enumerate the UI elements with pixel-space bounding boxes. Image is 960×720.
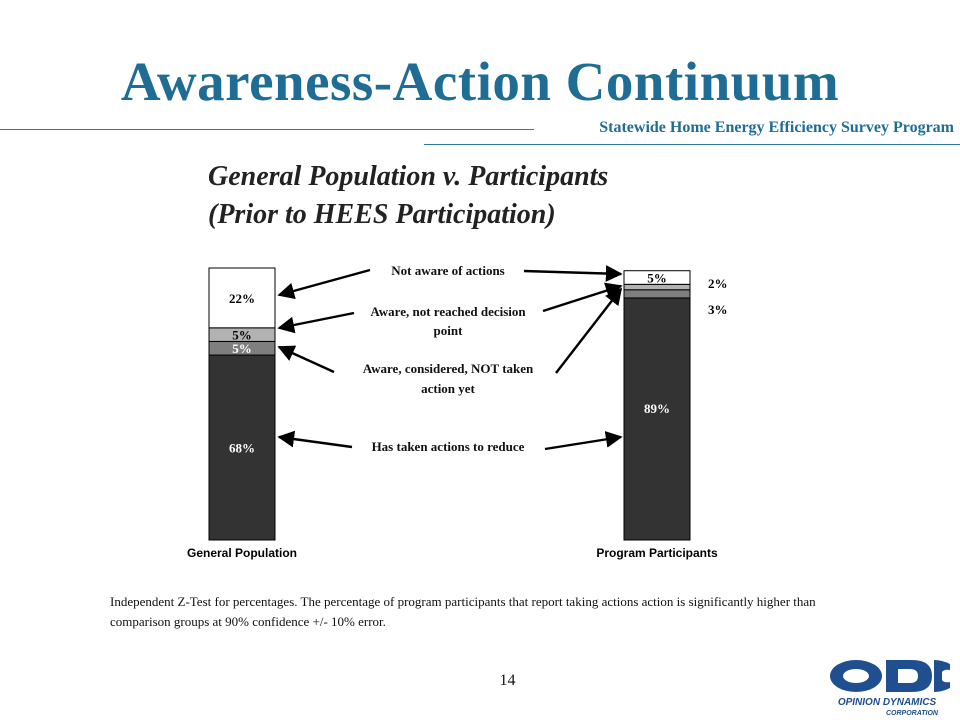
annotation-arrow [279, 437, 352, 447]
data-label: 5% [232, 327, 252, 343]
subtitle-line-2: (Prior to HEES Participation) [208, 199, 556, 230]
page-number: 14 [499, 672, 516, 689]
category-label: Program Participants [596, 546, 718, 560]
data-label: 3% [708, 302, 728, 317]
footnote: Independent Z-Test for percentages. The percentage of program participants that report taking actions action is significantly higher than comparison groups at 90% confidence +/- 10% error. [110, 594, 816, 629]
data-label: 89% [644, 400, 670, 416]
annotation-label: Not aware of actions [391, 263, 505, 278]
annotation-arrow [556, 289, 621, 373]
logo-caption-1: OPINION DYNAMICS [837, 697, 937, 708]
data-label: 2% [708, 276, 728, 291]
odc-logo [822, 652, 952, 718]
bar-segment [624, 290, 690, 298]
annotation-label: Has taken actions to reduce [371, 439, 525, 454]
program-tagline: Statewide Home Energy Efficiency Survey Program [599, 119, 954, 136]
annotation-arrow [543, 286, 621, 311]
subtitle-line-1: General Population v. Participants [208, 161, 609, 192]
data-label: 68% [229, 440, 255, 456]
data-label: 5% [232, 341, 252, 357]
annotation-arrow [279, 313, 354, 328]
odc-logo-mark [830, 660, 950, 692]
annotation-label: Aware, not reached decision [370, 304, 526, 319]
bar-segment [624, 298, 690, 540]
annotation-arrow [524, 271, 621, 274]
annotation-label: point [433, 323, 463, 338]
annotation-arrow [279, 270, 370, 295]
data-label: 5% [647, 270, 667, 286]
annotation-arrow [279, 347, 334, 372]
data-label: 22% [229, 290, 255, 306]
logo-caption-2: CORPORATION [886, 710, 938, 717]
annotation-arrow [545, 437, 621, 449]
slide-title: Awareness-Action Continuum [120, 51, 840, 112]
annotation-label: action yet [421, 381, 475, 396]
category-label: General Population [186, 546, 298, 560]
annotation-label: Aware, considered, NOT taken [362, 361, 534, 376]
